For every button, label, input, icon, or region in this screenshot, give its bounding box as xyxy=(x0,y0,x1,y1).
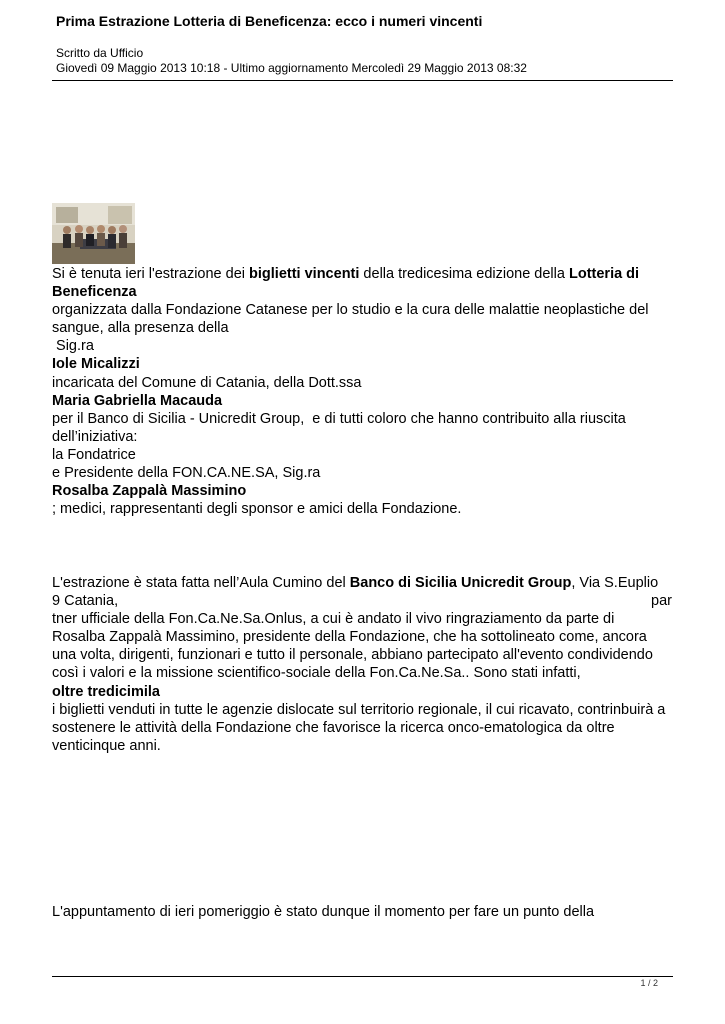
article-title: Prima Estrazione Lotteria di Beneficenza: ecco i numeri vincenti xyxy=(56,13,483,29)
event-photo xyxy=(52,203,135,264)
name-iole-micalizzi: Iole Micalizzi xyxy=(52,356,140,373)
paragraph-3: L'appuntamento di ieri pomeriggio è stato dunque il momento per fare un punto della xyxy=(52,904,595,920)
paragraph-2: L'estrazione è stata fatta nell’Aula Cumino del Banco di Sicilia Unicredit Group, Via S.Euplio 9 Catania, par tner ufficiale della Fon.Ca.Ne.Sa.Onlus, a cui è andato il vivo ringraziamento da parte di Rosalba Zappalà Massimino, presidente della Fondazione, che ha sottolineato come, ancora una volta, dirigenti, funzionari e tutto il personale, abbiano partecipato all'evento condividendo così i valori e la missione scientifico-sociale della Fon.Ca.Ne.Sa.. Sono stati infatti, oltre tredicimila i biglietti venduti in tutte le agenzie dislocate sul territorio regionale, il cui ricavato, contrinbuirà a sostenere le attività della Fondazione che favorisce la ricerca onco-ematologica da oltre venticinque anni. xyxy=(52,575,672,754)
tickets-count: oltre tredicimila xyxy=(52,683,160,700)
article-dates: Giovedì 09 Maggio 2013 10:18 - Ultimo aggiornamento Mercoledì 29 Maggio 2013 08:32 xyxy=(56,61,527,75)
p1-line-1: Si è tenuta ieri l'estrazione dei biglietti vincenti della tredicesima edizione della Lotteria di xyxy=(52,266,640,282)
paragraph-1: Si è tenuta ieri l'estrazione dei biglietti vincenti della tredicesima edizione della Lotteria di Beneficenza organizzata dalla Fondazione Catanese per lo studio e la cura delle malattie neoplastiche del sangue, alla presenza della Sig.ra Iole Micalizzi incaricata del Comune di Catania, della Dott.ssa Maria Gabriella Macauda per il Banco di Sicilia - Unicredit Group, e di tutti coloro che hanno contribuito alla riuscita dell’iniziativa: la Fondatrice e Presidente della FON.CA.NE.SA, Sig.ra Rosalba Zappalà Massimino ; medici, rappresentanti degli sponsor e amici della Fondazione. xyxy=(52,265,672,518)
header-divider xyxy=(52,80,673,81)
page-number: 1 / 2 xyxy=(640,978,658,988)
event-photo-image xyxy=(52,203,135,264)
article-meta xyxy=(56,46,527,76)
name-rosalba-zappala-massimino: Rosalba Zappalà Massimino xyxy=(52,483,247,500)
footer-divider xyxy=(52,976,673,977)
bank-name: Banco di Sicilia Unicredit Group xyxy=(349,575,572,591)
name-maria-gabriella-macauda: Maria Gabriella Macauda xyxy=(52,392,223,409)
article-author: Scritto da Ufficio xyxy=(56,46,144,60)
